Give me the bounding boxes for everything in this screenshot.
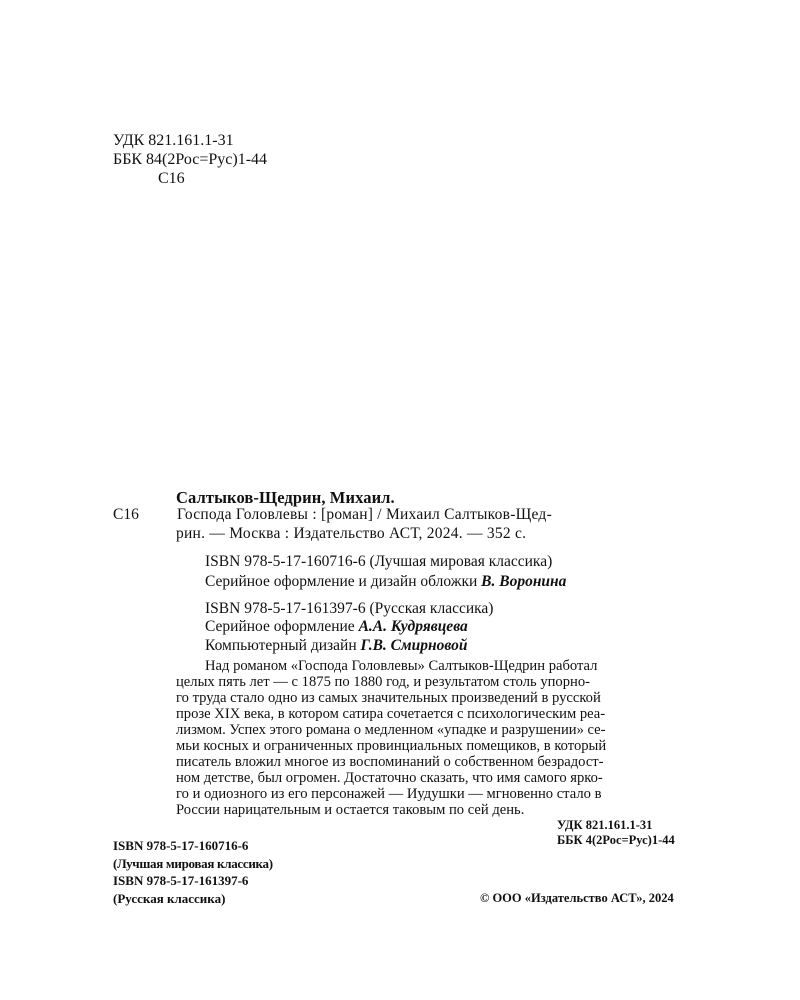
udk-code-top: УДК 821.161.1-31 bbox=[113, 132, 234, 149]
annotation-line: го и одиозного из его персонажей — Иудушки — мгновенно стало в bbox=[176, 786, 602, 802]
annotation-line: прозе XIX века, в котором сатира сочетается с психологическим реа- bbox=[176, 706, 606, 722]
annotation-line: Над романом «Господа Головлевы» Салтыков-Щедрин работал bbox=[205, 658, 598, 674]
bottom-isbn-line: ISBN 978-5-17-160716-6 bbox=[113, 838, 249, 853]
isbn-edition2: ISBN 978-5-17-161397-6 (Русская классика) bbox=[205, 600, 494, 617]
bottom-isbn-series: (Лучшая мировая классика) bbox=[113, 856, 273, 871]
record-author: Салтыков-Щедрин, Михаил. bbox=[176, 488, 395, 507]
computer-name: Г.В. Смирновой bbox=[360, 637, 468, 654]
copyright-notice: © ООО «Издательство АСТ», 2024 bbox=[480, 891, 674, 905]
design-label: Серийное оформление и дизайн обложки bbox=[205, 573, 478, 590]
annotation-line: го труда стало одно из самых значительных произведений в русской bbox=[176, 690, 601, 706]
series-label: Серийное оформление bbox=[205, 618, 355, 635]
author-mark-top: С16 bbox=[158, 170, 185, 187]
bottom-isbn-series: (Русская классика) bbox=[113, 891, 226, 906]
record-title-line1: Господа Головлевы : [роман] / Михаил Салтыков-Щед- bbox=[177, 506, 552, 523]
annotation-line: лизмом. Успех этого романа о медленном «упадке и разрушении» се- bbox=[176, 722, 606, 738]
record-mark: С16 bbox=[113, 506, 139, 523]
computer-label: Компьютерный дизайн bbox=[205, 637, 357, 654]
bottom-isbn-line: ISBN 978-5-17-161397-6 bbox=[113, 873, 249, 888]
annotation-line: России нарицательным и остается таковым по сей день. bbox=[176, 802, 525, 818]
design-credit-edition1 bbox=[205, 572, 566, 591]
udk-code-bottom: УДК 821.161.1-31 bbox=[557, 818, 653, 832]
annotation-line: писатель вложил многое из воспоминаний о собственном безрадост- bbox=[176, 754, 604, 770]
record-title-line2: рин. — Москва : Издательство АСТ, 2024. — 352 с. bbox=[176, 525, 527, 542]
isbn-edition1: ISBN 978-5-17-160716-6 (Лучшая мировая классика) bbox=[205, 553, 553, 570]
series-name: А.А. Кудрявцева bbox=[358, 618, 468, 635]
computer-credit-edition2 bbox=[205, 636, 467, 655]
annotation-line: целых пять лет — с 1875 по 1880 год, и результатом столь упорно- bbox=[176, 674, 590, 690]
bbk-code-bottom: ББК 4(2Рос=Рус)1-44 bbox=[557, 833, 675, 847]
design-name: В. Воронина bbox=[481, 573, 567, 590]
bbk-code-top: ББК 84(2Рос=Рус)1-44 bbox=[113, 151, 268, 168]
series-credit-edition2 bbox=[205, 617, 468, 636]
annotation-line: ном детстве, был огромен. Достаточно сказать, что имя самого ярко- bbox=[176, 770, 603, 786]
annotation-line: мьи косных и ограниченных провинциальных помещиков, в который bbox=[176, 738, 607, 754]
